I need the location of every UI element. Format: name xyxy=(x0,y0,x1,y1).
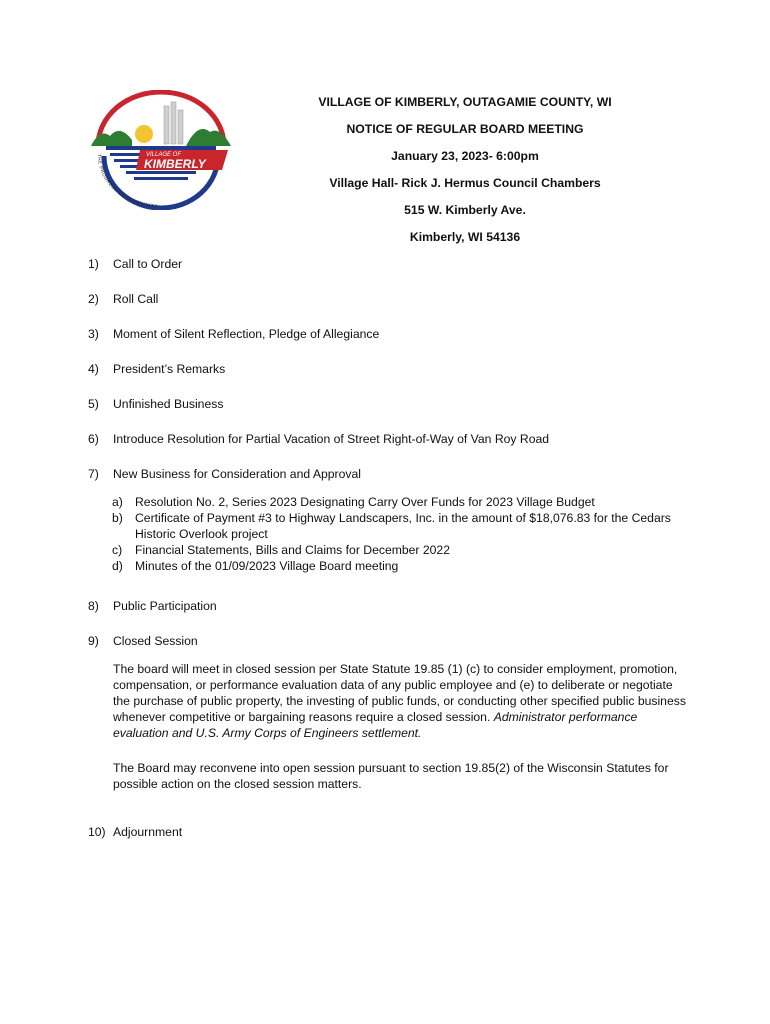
agenda-item-number: 2) xyxy=(88,292,99,306)
agenda-item xyxy=(88,256,688,272)
agenda-item-number: 4) xyxy=(88,362,99,376)
agenda-item-text: President’s Remarks xyxy=(113,362,226,376)
agenda-item xyxy=(88,326,688,342)
sub-item-letter: a) xyxy=(112,495,123,509)
agenda-item-number: 5) xyxy=(88,397,99,411)
agenda-item-text: Unfinished Business xyxy=(113,397,224,411)
sub-item xyxy=(112,510,688,542)
sub-item-text: Certificate of Payment #3 to Highway Landscapers, Inc. in the amount of $18,076.83 for the Cedars Historic Overlook project xyxy=(135,511,671,541)
agenda-item xyxy=(88,824,688,840)
agenda-item-number: 8) xyxy=(88,599,99,613)
agenda-item xyxy=(88,361,688,377)
closed-session-paragraph xyxy=(113,661,688,741)
agenda-item-text: Roll Call xyxy=(113,292,159,306)
sub-item xyxy=(112,542,688,558)
agenda-item-text: New Business for Consideration and Approval xyxy=(113,467,361,481)
header-line-village: VILLAGE OF KIMBERLY, OUTAGAMIE COUNTY, WI xyxy=(318,95,612,109)
agenda-item-number: 7) xyxy=(88,467,99,481)
logo-ring-text: THE PROGRESSIVE COMMUNITY xyxy=(96,153,159,209)
sub-item-letter: c) xyxy=(112,543,123,557)
header-line-location: Village Hall- Rick J. Hermus Council Chambers xyxy=(329,176,601,190)
sub-item-text: Resolution No. 2, Series 2023 Designating Carry Over Funds for 2023 Village Budget xyxy=(135,495,595,509)
agenda-item-text: Adjournment xyxy=(113,825,183,839)
reconvene-paragraph: The Board may reconvene into open session pursuant to section 19.85(2) of the Wisconsin Statutes for possible action on the closed session matters. xyxy=(113,761,669,791)
agenda-item xyxy=(88,431,688,447)
sub-item xyxy=(112,558,688,574)
agenda-item-number: 9) xyxy=(88,634,99,648)
agenda-list xyxy=(88,256,688,859)
village-seal-logo xyxy=(86,90,236,210)
closed-session-details xyxy=(113,661,688,792)
sub-item-letter: b) xyxy=(112,511,123,525)
agenda-item-text: Moment of Silent Reflection, Pledge of Allegiance xyxy=(113,327,380,341)
agenda-item-number: 10) xyxy=(88,825,106,839)
agenda-item-number: 3) xyxy=(88,327,99,341)
header-line-city: Kimberly, WI 54136 xyxy=(409,230,521,244)
closed-session-topics: Administrator performance evaluation and U.S. Army Corps of Engineers settlement. xyxy=(113,710,638,740)
sub-item-text: Financial Statements, Bills and Claims for December 2022 xyxy=(135,543,450,557)
meeting-header xyxy=(260,94,670,256)
agenda-item-text: Call to Order xyxy=(113,257,183,271)
agenda-item xyxy=(88,633,688,649)
agenda-item xyxy=(88,466,688,482)
closed-session-statute-text: The board will meet in closed session per State Statute 19.85 (1) (c) to consider employment, promotion, compensation, or performance evaluation data of any public employee and (e) to deliberate or negotiate the purchase of public property, the investing of public funds, or conducting other specified public business whenever competitive or bargaining reasons require a closed session. xyxy=(113,662,686,724)
agenda-item-number: 6) xyxy=(88,432,99,446)
new-business-sublist xyxy=(112,494,688,574)
agenda-item xyxy=(88,598,688,614)
sub-item-letter: d) xyxy=(112,559,123,573)
agenda-item xyxy=(88,291,688,307)
sub-item xyxy=(112,494,688,510)
logo-name: KIMBERLY xyxy=(144,157,206,171)
agenda-item-text: Closed Session xyxy=(113,634,198,648)
header-line-notice: NOTICE OF REGULAR BOARD MEETING xyxy=(346,122,584,136)
sub-item-text: Minutes of the 01/09/2023 Village Board meeting xyxy=(135,559,399,573)
agenda-item-text: Public Participation xyxy=(113,599,217,613)
logo-top-text: VILLAGE OF xyxy=(146,152,182,158)
agenda-item-text: Introduce Resolution for Partial Vacation of Street Right-of-Way of Van Roy Road xyxy=(113,432,550,446)
header-line-address: 515 W. Kimberly Ave. xyxy=(404,203,526,217)
agenda-item xyxy=(88,396,688,412)
agenda-item-number: 1) xyxy=(88,257,99,271)
header-line-date: January 23, 2023- 6:00pm xyxy=(391,149,539,163)
